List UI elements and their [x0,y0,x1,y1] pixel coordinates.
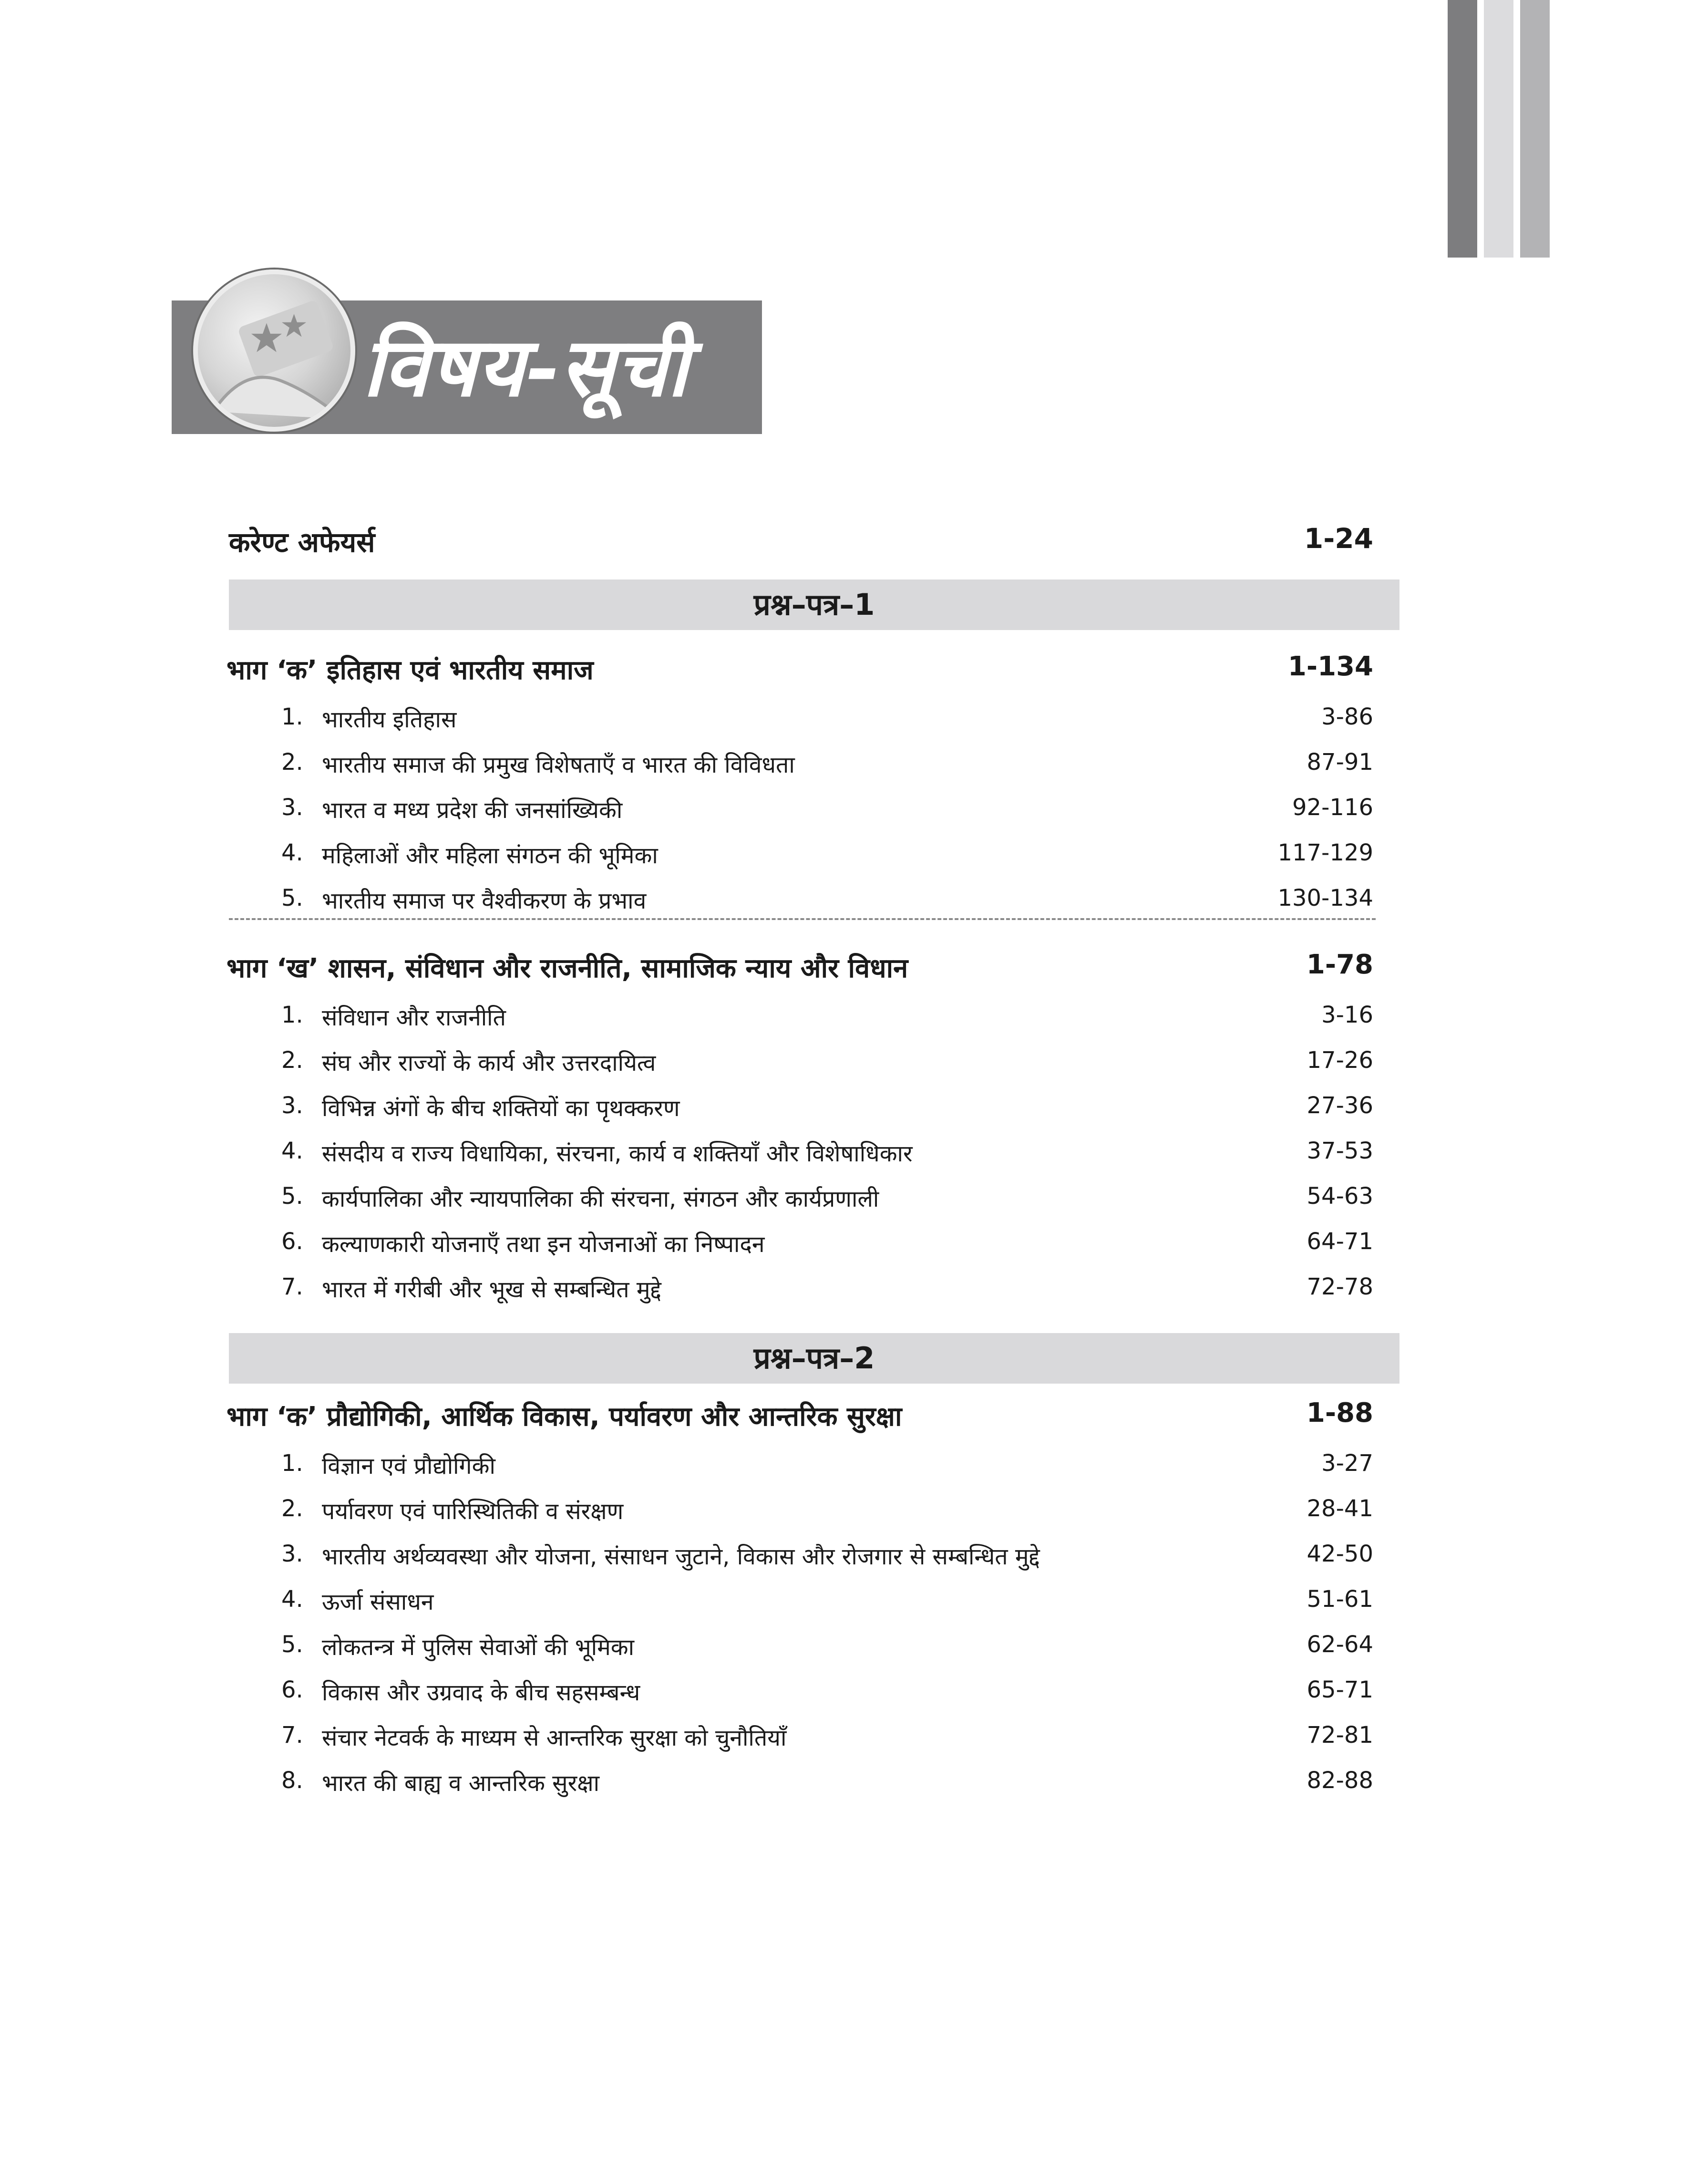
item-title: विज्ञान एवं प्रौद्योगिकी [322,1453,495,1479]
item-pages: 37-53 [1307,1138,1373,1164]
decorative-bar-dark [1448,0,1477,258]
item-number: 3. [281,794,303,821]
item-title: संसदीय व राज्य विधायिका, संरचना, कार्य व शक्तियाँ और विशेषाधिकार [322,1140,913,1167]
item-number: 2. [281,1047,303,1074]
toc-item [281,1767,1373,1800]
part-pages: 1-134 [1287,651,1373,682]
toc-item [281,1002,1373,1035]
part-label: भाग ‘क’ प्रौद्योगिकी, आर्थिक विकास, पर्यावरण और आन्तरिक सुरक्षा [226,1401,902,1432]
item-pages: 82-88 [1307,1767,1373,1794]
toc-item [281,839,1373,873]
item-title: महिलाओं और महिला संगठन की भूमिका [322,842,658,869]
item-title: भारतीय समाज की प्रमुख विशेषताएँ व भारत की विविधता [322,752,795,778]
item-title: भारत में गरीबी और भूख से सम्बन्धित मुद्दे [322,1276,661,1303]
item-number: 5. [281,885,303,911]
item-pages: 17-26 [1307,1047,1373,1074]
item-title: भारतीय समाज पर वैश्वीकरण के प्रभाव [322,888,647,914]
toc-item [281,1541,1373,1574]
paper2-heading: प्रश्न–पत्र–2 [229,1333,1399,1384]
item-number: 7. [281,1273,303,1300]
item-pages: 54-63 [1307,1183,1373,1210]
item-title: कल्याणकारी योजनाएँ तथा इन योजनाओं का निष्पादन [322,1231,765,1258]
part-pages: 1-78 [1306,949,1373,980]
paper1-part-b-heading [226,949,1373,987]
toc-item [281,749,1373,782]
item-number: 1. [281,704,303,730]
item-number: 3. [281,1092,303,1119]
item-pages: 62-64 [1307,1631,1373,1658]
item-pages: 3-16 [1321,1002,1373,1028]
item-number: 4. [281,1138,303,1164]
item-title: विभिन्न अंगों के बीच शक्तियों का पृथक्करण [322,1095,680,1122]
paper1-heading: प्रश्न–पत्र–1 [229,579,1399,630]
toc-item [281,1047,1373,1080]
item-title: संचार नेटवर्क के माध्यम से आन्तरिक सुरक्षा को चुनौतियाँ [322,1725,787,1751]
item-pages: 117-129 [1277,839,1373,866]
toc-item [281,704,1373,737]
item-title: संविधान और राजनीति [322,1004,506,1031]
decorative-bar-light [1484,0,1513,258]
item-title: संघ और राज्यों के कार्य और उत्तरदायित्व [322,1050,656,1076]
item-title: भारत की बाह्य व आन्तरिक सुरक्षा [322,1770,600,1797]
item-title: पर्यावरण एवं पारिस्थितिकी व संरक्षण [322,1498,624,1525]
decorative-bar-mid [1520,0,1550,258]
toc-item [281,1676,1373,1710]
toc-item [281,1631,1373,1665]
toc-item [281,1586,1373,1619]
item-title: ऊर्जा संसाधन [322,1589,434,1615]
item-pages: 92-116 [1292,794,1373,821]
part-pages: 1-88 [1306,1397,1373,1428]
item-pages: 65-71 [1307,1676,1373,1703]
toc-item [281,1450,1373,1483]
item-number: 6. [281,1228,303,1255]
item-title: लोकतन्त्र में पुलिस सेवाओं की भूमिका [322,1634,635,1661]
item-pages: 28-41 [1307,1495,1373,1522]
item-title: भारत व मध्य प्रदेश की जनसांख्यिकी [322,797,623,824]
toc-item [281,1138,1373,1171]
item-number: 3. [281,1541,303,1567]
item-pages: 51-61 [1307,1586,1373,1613]
item-number: 6. [281,1676,303,1703]
item-title: कार्यपालिका और न्यायपालिका की संरचना, संगठन और कार्यप्रणाली [322,1186,879,1212]
item-pages: 130-134 [1277,885,1373,911]
toc-item [281,1183,1373,1216]
item-number: 8. [281,1767,303,1794]
part-label: भाग ‘ख’ शासन, संविधान और राजनीति, सामाजिक न्याय और विधान [226,953,908,984]
page-title: विषय-सूची [362,320,689,415]
toc-item [281,1092,1373,1126]
section-divider [229,918,1376,920]
item-number: 4. [281,839,303,866]
current-affairs-label: करेण्ट अफेयर्स [229,526,375,559]
toc-current-affairs [229,522,1373,560]
item-pages: 72-78 [1307,1273,1373,1300]
toc-item [281,1228,1373,1262]
paper2-part-a-heading [226,1397,1373,1436]
item-pages: 87-91 [1307,749,1373,776]
item-pages: 42-50 [1307,1541,1373,1567]
toc-item [281,1495,1373,1529]
current-affairs-pages: 1-24 [1304,522,1373,555]
item-number: 2. [281,1495,303,1522]
toc-item [281,1722,1373,1755]
item-number: 5. [281,1631,303,1658]
item-title: भारतीय अर्थव्यवस्था और योजना, संसाधन जुटाने, विकास और रोजगार से सम्बन्धित मुद्दे [322,1543,1040,1570]
item-title: विकास और उग्रवाद के बीच सहसम्बन्ध [322,1679,640,1706]
item-pages: 3-86 [1321,704,1373,730]
item-pages: 3-27 [1321,1450,1373,1477]
item-pages: 27-36 [1307,1092,1373,1119]
item-number: 1. [281,1450,303,1477]
toc-item [281,794,1373,828]
item-title: भारतीय इतिहास [322,706,457,733]
item-pages: 72-81 [1307,1722,1373,1748]
item-pages: 64-71 [1307,1228,1373,1255]
item-number: 2. [281,749,303,776]
toc-item [281,885,1373,918]
emblem-image [193,269,355,432]
item-number: 1. [281,1002,303,1028]
star-badge-icon [198,274,350,427]
item-number: 5. [281,1183,303,1210]
paper1-part-a-heading [226,651,1373,689]
item-number: 7. [281,1722,303,1748]
toc-item [281,1273,1373,1307]
part-label: भाग ‘क’ इतिहास एवं भारतीय समाज [226,655,594,686]
item-number: 4. [281,1586,303,1613]
